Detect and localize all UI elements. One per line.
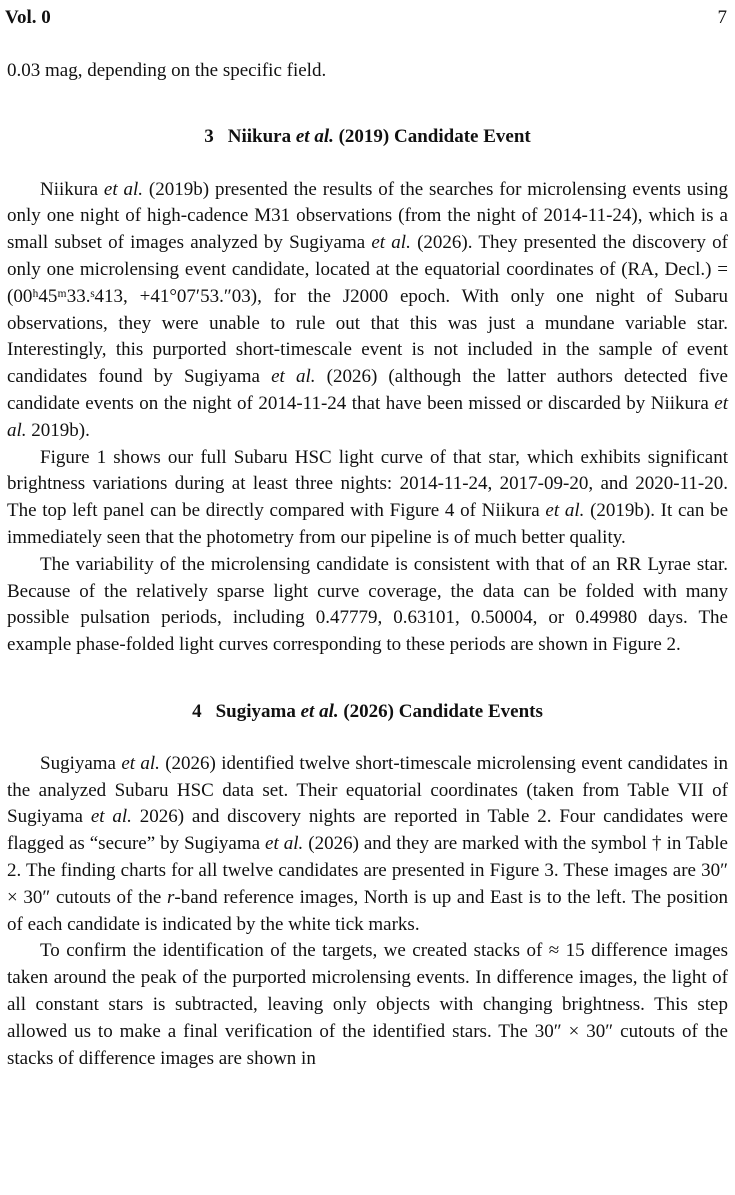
text-run: -band reference images, North is up and East is to the left. The position of each candidate is indicated by the white tick marks. [7,886,729,935]
text-run: Figure 1 shows our full Subaru HSC light curve of that star, which exhibits significant brightness variations during at least three nights: 2014-11-24, 2017-09-20, and 2020-11-20. The top left panel can be directly compared with Figure 4 of Niikura [7,446,728,522]
text-run: 2026) and discovery nights are reported in Table 2. Four candidates were flagged as “secure” by Sugiyama [7,806,728,855]
etal-run: et al. [271,366,316,388]
section-3-title-etal: et al. [295,125,334,147]
etal-run: et al. [90,806,132,828]
section-4-title-pre: Sugiyama [215,700,296,722]
section-3-paragraph-1 [7,177,728,445]
etal-run: et al. [7,392,728,441]
section-3-title-pre: Niikura [227,125,292,147]
page-number: 7 [717,7,727,28]
text-run: 2019b). [26,419,90,441]
running-header [5,6,727,30]
section-4-title-etal: et al. [300,700,339,722]
section-3-number: 3 [204,125,214,147]
section-4-number: 4 [192,700,202,722]
volume-label: Vol. 0 [5,7,51,28]
math-variable: r [166,886,175,908]
section-3-title-post: (2019) Candidate Event [338,125,531,147]
main-text [7,58,728,1072]
etal-run: et al. [371,232,411,254]
text-run: (2019b) presented the results of the searches for microlensing events using only one night of high-cadence M31 observations (from the night of 2014-11-24), which is a small subset of images analyzed by Sugiyama [7,178,728,254]
continued-paragraph: 0.03 mag, depending on the specific field. [7,60,327,81]
text-run: (2026) and they are marked with the symbol † in Table 2. The finding charts for all twelve candidates are presented in Figure 3. These images are 30″ × 30″ cutouts of the [7,833,728,908]
etal-run: et al. [121,752,160,774]
text-run: Sugiyama [40,752,122,774]
section-4-paragraph-1 [7,751,728,939]
text-run: (2026) identified twelve short-timescale microlensing event candidates in the analyzed Subaru HSC data set. Their equatorial coordinates (taken from Table VII of Sugiyama [7,752,728,828]
section-4-paragraph-2: To confirm the identification of the targets, we created stacks of ≈ 15 difference images taken around the peak of the purported microlensing events. In difference images, the light of all constant stars is subtracted, leaving only objects with changing brightness. This step allowed us to make a final verification of the identified stars. The 30″ × 30″ cutouts of the stacks of difference images are shown in [7,940,728,1069]
section-3-paragraph-2 [7,445,728,552]
text-run: (2019b). It can be immediately seen that the photometry from our pipeline is of much better quality. [7,500,728,548]
text-run: (2026). They presented the discovery of only one microlensing event candidate, located at the equatorial coordinates of (RA, Decl.) = (00ʰ45ᵐ33.ˢ413, +41°07′53.″03), for the J2000 epoch. With only one night of Subaru observations, they were unable to rule out that this was just a mundane variable star. Interestingly, this purported short-timescale event is not included in the sample of event candidates found by Sugiyama [7,232,728,388]
section-4-heading [7,699,728,726]
etal-run: et al. [103,178,144,200]
text-run: (2026) (although the latter authors detected five candidate events on the night of 2014-11-24 that have been missed or discarded by Niikura [7,366,728,414]
section-3-paragraph-3: The variability of the microlensing candidate is consistent with that of an RR Lyrae star. Because of the relatively sparse light curve coverage, the data can be folded with many possible pulsation periods, including 0.47779, 0.63101, 0.50004, or 0.49980 days. The example phase-folded light curves corresponding to these periods are shown in Figure 2. [7,553,728,656]
section-4-title-post: (2026) Candidate Events [343,700,543,722]
etal-run: et al. [545,500,585,522]
section-3-heading [7,124,728,151]
text-run: Niikura [40,178,104,200]
etal-run: et al. [265,833,304,855]
